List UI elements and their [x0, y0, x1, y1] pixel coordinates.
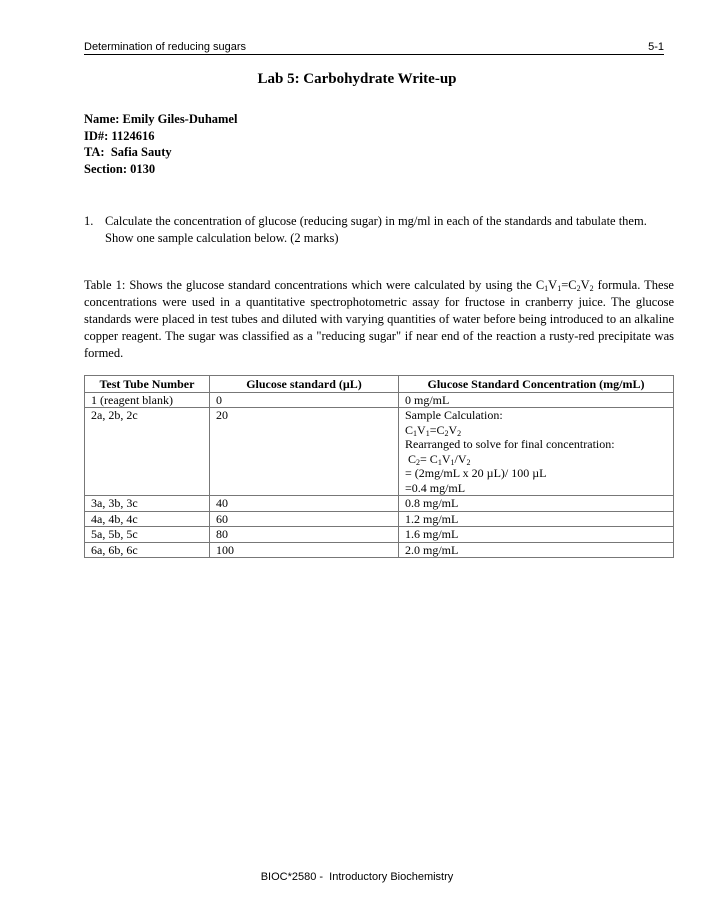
table-row: [85, 542, 674, 558]
cell-volume: 100: [210, 542, 399, 558]
header-title: Determination of reducing sugars: [84, 41, 247, 53]
calc-heading: Sample Calculation:: [405, 408, 503, 422]
student-id: ID#: 1124616: [84, 128, 155, 143]
calc-result: =0.4 mg/mL: [405, 480, 466, 495]
table-description: [84, 277, 674, 362]
page-footer: BIOC*2580 - Introductory Biochemistry: [260, 871, 454, 883]
cell-tube: 4a, 4b, 4c: [85, 511, 210, 527]
cell-concentration: 0 mg/mL: [399, 392, 674, 408]
header-glucose-standard: Glucose standard (µL): [210, 376, 399, 393]
cell-tube: 5a, 5b, 5c: [85, 527, 210, 543]
header-test-tube: Test Tube Number: [85, 376, 210, 393]
formula: $C_1V_1=C_2V_2$: [535, 278, 594, 293]
table-row: [85, 527, 674, 543]
table-row: [85, 496, 674, 512]
cell-concentration: 2.0 mg/mL: [399, 542, 674, 558]
cell-tube: 6a, 6b, 6c: [85, 542, 210, 558]
table-header-row: [85, 376, 674, 393]
student-name: Name: Emily Giles-Duhamel: [84, 112, 238, 126]
table-row: [85, 392, 674, 408]
page-number: 5-1: [648, 41, 664, 53]
cell-tube: 1 (reagent blank): [85, 392, 210, 408]
calc-substitution: = (2mg/mL x 20 µL)/ 100 µL: [405, 466, 547, 480]
cell-concentration: 1.6 mg/mL: [399, 527, 674, 543]
cell-tube: 2a, 2b, 2c: [85, 408, 210, 496]
cell-concentration: 1.2 mg/mL: [399, 511, 674, 527]
calc-solved: $C_2= C_1V_1/V_2$: [408, 451, 471, 467]
section-number: Section: 0130: [84, 161, 156, 176]
cell-concentration: 0.8 mg/mL: [399, 496, 674, 512]
question-number: 1.: [84, 214, 94, 228]
table-row: [85, 511, 674, 527]
ta-name: TA: Safia Sauty: [84, 145, 172, 159]
glucose-standards-table: [84, 375, 674, 558]
page-header: [84, 41, 664, 55]
table-row: [85, 408, 674, 496]
cell-volume: 60: [210, 511, 399, 527]
cell-volume: 80: [210, 527, 399, 543]
description-text-continued: formula. These concentrations were used in a quantitative spectrophotometric assay for fructose in cranberry juice. The glucose standards were placed in test tubes and diluted with varying quantities of water before being introduced to an alkaline copper reagent. The sugar was classified as a "reducing sugar" if near end of the reaction a rusty-red precipitate was formed.: [84, 278, 674, 360]
document-title: Lab 5: Carbohydrate Write-up: [257, 71, 457, 87]
cell-tube: 3a, 3b, 3c: [85, 496, 210, 512]
cell-volume: 40: [210, 496, 399, 512]
header-concentration: Glucose Standard Concentration (mg/mL): [399, 376, 674, 393]
calc-rearranged: Rearranged to solve for final concentration:: [405, 437, 615, 451]
cell-volume: 0: [210, 392, 399, 408]
cell-volume: 20: [210, 408, 399, 496]
calc-formula: $C_1V_1=C_2V_2$: [405, 422, 462, 438]
description-text: Table 1: Shows the glucose standard concentrations which were calculated by using the: [84, 278, 536, 292]
question-text: Calculate the concentration of glucose (reducing sugar) in mg/ml in each of the standards and tabulate them. Show one sample calculation below. (2 marks): [105, 214, 647, 245]
cell-sample-calculation: [399, 408, 674, 496]
question-1: [84, 213, 676, 247]
student-info: [84, 111, 237, 177]
